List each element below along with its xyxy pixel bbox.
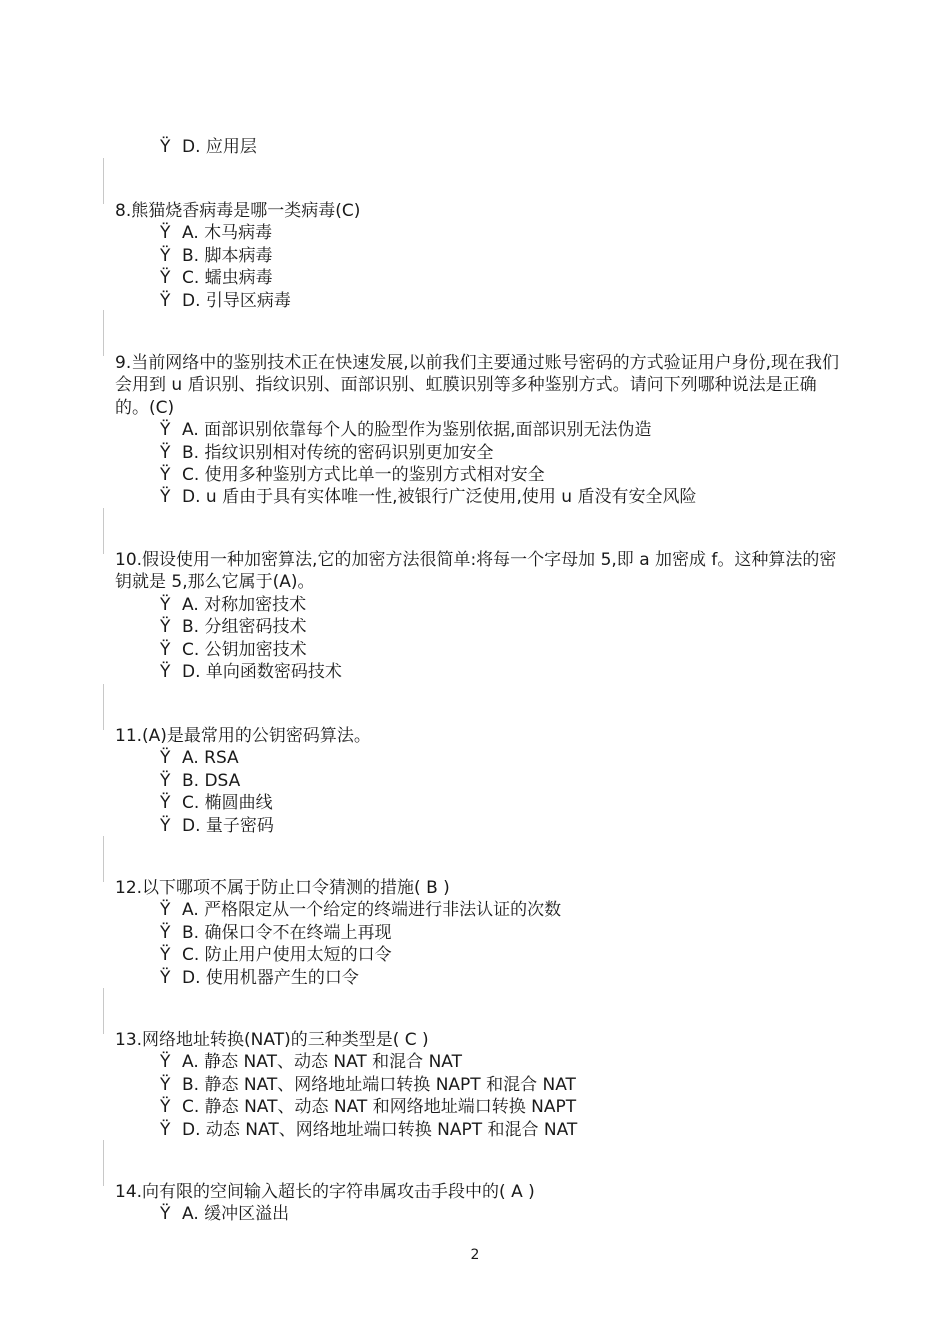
question-stem: 14.向有限的空间输入超长的字符串属攻击手段中的( A ) — [115, 1182, 535, 1202]
margin-bar — [103, 836, 104, 882]
option-item — [160, 639, 840, 661]
option-item — [160, 815, 840, 837]
option-item — [160, 1074, 840, 1096]
bullet-icon: Ÿ — [160, 922, 171, 943]
option-list — [115, 1051, 840, 1141]
option-item — [160, 222, 840, 244]
option-list — [115, 419, 840, 509]
question-12 — [115, 877, 840, 989]
option-text: A. 木马病毒 — [182, 223, 273, 244]
option-item — [160, 290, 840, 312]
bullet-icon: Ÿ — [160, 487, 171, 508]
option-list — [115, 747, 840, 837]
bullet-icon: Ÿ — [160, 815, 171, 836]
bullet-icon: Ÿ — [160, 1052, 171, 1073]
option-text: A. 严格限定从一个给定的终端进行非法认证的次数 — [182, 900, 562, 921]
bullet-icon: Ÿ — [160, 639, 171, 660]
option-item — [160, 245, 840, 267]
bullet-icon: Ÿ — [160, 594, 171, 615]
question-stem: 9.当前网络中的鉴别技术正在快速发展,以前我们主要通过账号密码的方式验证用户身份,现在我们会用到 u 盾识别、指纹识别、面部识别、虹膜识别等多种鉴别方式。请问下列哪种说法是正确的。(C) — [115, 353, 840, 418]
bullet-icon: Ÿ — [160, 1097, 171, 1118]
option-text: D. 单向函数密码技术 — [182, 662, 342, 683]
question-stem: 10.假设使用一种加密算法,它的加密方法很简单:将每一个字母加 5,即 a 加密成 f。这种算法的密钥就是 5,那么它属于(A)。 — [115, 550, 837, 593]
option-item — [160, 1203, 840, 1225]
bullet-icon: Ÿ — [160, 1074, 171, 1095]
bullet-icon: Ÿ — [160, 223, 171, 244]
option-item — [160, 770, 840, 792]
question-10 — [115, 549, 840, 683]
option-text: C. 蠕虫病毒 — [182, 268, 273, 289]
margin-bar — [103, 988, 104, 1034]
option-text: A. 面部识别依靠每个人的脸型作为鉴别依据,面部识别无法伪造 — [182, 420, 652, 441]
option-item — [160, 661, 840, 683]
bullet-icon: Ÿ — [160, 442, 171, 463]
bullet-icon: Ÿ — [160, 137, 171, 157]
question-11 — [115, 725, 840, 837]
option-item — [160, 267, 840, 289]
option-text: A. 静态 NAT、动态 NAT 和混合 NAT — [182, 1052, 462, 1073]
option-text: B. 分组密码技术 — [182, 617, 307, 638]
option-text: C. 防止用户使用太短的口令 — [182, 945, 392, 966]
margin-bar — [103, 1140, 104, 1186]
bullet-icon: Ÿ — [160, 1119, 171, 1140]
option-item — [160, 747, 840, 769]
bullet-icon: Ÿ — [160, 420, 171, 441]
option-text: C. 公钥加密技术 — [182, 639, 307, 660]
bullet-icon: Ÿ — [160, 617, 171, 638]
option-list — [115, 594, 840, 684]
option-item — [160, 419, 840, 441]
bullet-icon: Ÿ — [160, 268, 171, 289]
question-9 — [115, 352, 840, 509]
bullet-icon: Ÿ — [160, 900, 171, 921]
bullet-icon: Ÿ — [160, 748, 171, 769]
option-text: A. RSA — [182, 748, 239, 769]
option-item — [160, 136, 257, 158]
question-stem: 13.网络地址转换(NAT)的三种类型是( C ) — [115, 1030, 429, 1050]
option-item — [160, 944, 840, 966]
question-14 — [115, 1181, 840, 1226]
option-text: C. 椭圆曲线 — [182, 793, 273, 814]
question-13 — [115, 1029, 840, 1141]
page-number: 2 — [470, 1247, 480, 1263]
question-stem: 12.以下哪项不属于防止口令猜测的措施( B ) — [115, 878, 450, 898]
option-text: D. u 盾由于具有实体唯一性,被银行广泛使用,使用 u 盾没有安全风险 — [182, 487, 697, 508]
option-item — [160, 616, 840, 638]
option-item — [160, 967, 840, 989]
option-list — [115, 222, 840, 312]
option-item — [160, 1119, 840, 1141]
question-8 — [115, 200, 840, 312]
option-text: D. 应用层 — [182, 137, 257, 157]
option-item — [160, 922, 840, 944]
option-item — [160, 1096, 840, 1118]
option-list — [115, 1203, 840, 1225]
option-item — [160, 442, 840, 464]
option-item — [160, 792, 840, 814]
margin-bar — [103, 310, 104, 356]
option-item — [160, 594, 840, 616]
option-text: D. 引导区病毒 — [182, 290, 291, 311]
option-item — [160, 899, 840, 921]
bullet-icon: Ÿ — [160, 1204, 171, 1225]
bullet-icon: Ÿ — [160, 793, 171, 814]
question-stem: 8.熊猫烧香病毒是哪一类病毒(C) — [115, 201, 361, 221]
option-text: B. 静态 NAT、网络地址端口转换 NAPT 和混合 NAT — [182, 1074, 576, 1095]
option-text: A. 对称加密技术 — [182, 594, 307, 615]
option-text: B. 脚本病毒 — [182, 245, 273, 266]
option-text: B. 确保口令不在终端上再现 — [182, 922, 392, 943]
bullet-icon: Ÿ — [160, 290, 171, 311]
option-text: D. 动态 NAT、网络地址端口转换 NAPT 和混合 NAT — [182, 1119, 578, 1140]
bullet-icon: Ÿ — [160, 245, 171, 266]
margin-bar — [103, 508, 104, 554]
bullet-icon: Ÿ — [160, 770, 171, 791]
margin-bar — [103, 684, 104, 730]
bullet-icon: Ÿ — [160, 945, 171, 966]
option-text: A. 缓冲区溢出 — [182, 1204, 290, 1225]
bullet-icon: Ÿ — [160, 465, 171, 486]
option-list — [115, 899, 840, 989]
margin-bar — [103, 158, 104, 204]
option-item — [160, 464, 840, 486]
option-item — [160, 1051, 840, 1073]
bullet-icon: Ÿ — [160, 967, 171, 988]
question-stem: 11.(A)是最常用的公钥密码算法。 — [115, 726, 371, 746]
option-text: D. 量子密码 — [182, 815, 274, 836]
option-text: D. 使用机器产生的口令 — [182, 967, 359, 988]
bullet-icon: Ÿ — [160, 662, 171, 683]
option-text: B. 指纹识别相对传统的密码识别更加安全 — [182, 442, 494, 463]
option-text: C. 静态 NAT、动态 NAT 和网络地址端口转换 NAPT — [182, 1097, 577, 1118]
option-item — [160, 486, 840, 508]
option-text: C. 使用多种鉴别方式比单一的鉴别方式相对安全 — [182, 465, 545, 486]
option-text: B. DSA — [182, 770, 241, 791]
